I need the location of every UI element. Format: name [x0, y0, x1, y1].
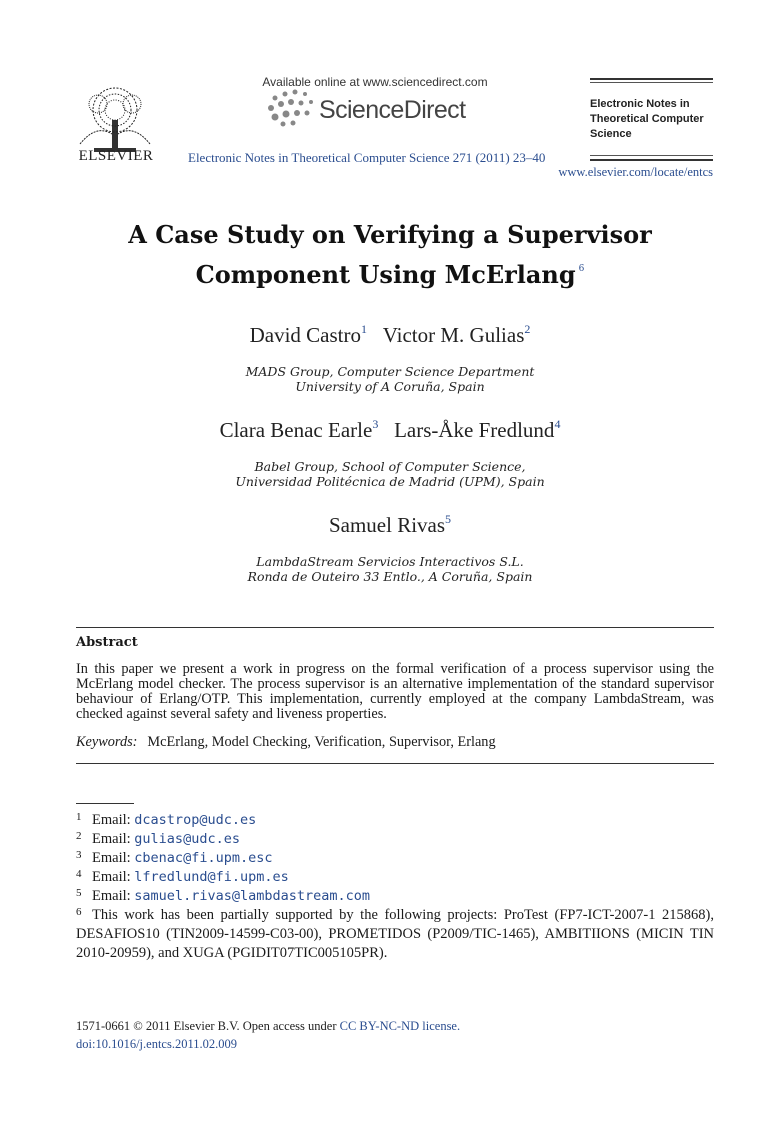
author-name: Lars-Åke Fredlund	[394, 418, 555, 442]
keywords-label: Keywords:	[76, 734, 138, 750]
author-footnote-mark[interactable]: 3	[372, 417, 379, 431]
affiliation-line: Universidad Politécnica de Madrid (UPM), Spain	[235, 474, 545, 489]
available-online-text: Available online at www.sciencedirect.com	[262, 75, 488, 89]
keywords-list: McErlang, Model Checking, Verification, Supervisor, Erlang	[147, 734, 496, 750]
affiliation-line: University of A Coruña, Spain	[295, 379, 485, 394]
footnote-number: 3	[76, 849, 82, 861]
journal-name-line: Science	[590, 128, 632, 140]
author-name: Samuel Rivas	[328, 513, 446, 537]
footnote-label: Email:	[92, 850, 131, 866]
keywords-row	[76, 734, 714, 751]
journal-box-top-rule	[590, 78, 713, 80]
author-line	[60, 512, 720, 538]
footnote-number: 4	[76, 868, 82, 880]
footnote-rule	[76, 803, 134, 804]
author-footnote-mark[interactable]: 2	[524, 322, 531, 336]
affiliation-line: Ronda de Outeiro 33 Entlo., A Coruña, Spain	[247, 569, 533, 584]
journal-box-bottom-rule	[590, 159, 713, 161]
abstract-top-rule	[76, 627, 714, 628]
footnote-label: Email:	[92, 831, 131, 847]
issn-text: 1571-0661 © 2011 Elsevier B.V. Open access under	[76, 1019, 337, 1033]
journal-name-line: Electronic Notes in	[590, 98, 690, 110]
footnote-number: 5	[76, 887, 82, 899]
author-line	[60, 417, 720, 443]
affiliation	[60, 459, 720, 489]
author-name: Victor M. Gulias	[382, 323, 525, 347]
affiliation-line: LambdaStream Servicios Interactivos S.L.	[256, 554, 524, 569]
sciencedirect-wordmark: ScienceDirect	[319, 96, 466, 124]
affiliation-line: Babel Group, School of Computer Science,	[254, 459, 526, 474]
author-name: David Castro	[249, 323, 361, 347]
affiliation	[60, 364, 720, 394]
footnote-label: Email:	[92, 888, 131, 904]
footnote-number: 6	[76, 906, 82, 918]
abstract-bottom-rule	[76, 763, 714, 764]
email-link[interactable]: samuel.rivas@lambdastream.com	[134, 888, 370, 904]
email-link[interactable]: lfredlund@fi.upm.es	[134, 869, 289, 885]
footnote-label: Email:	[92, 869, 131, 885]
issn-copyright	[76, 1019, 460, 1034]
affiliation-line: MADS Group, Computer Science Department	[245, 364, 535, 379]
email-link[interactable]: cbenac@fi.upm.esc	[134, 850, 273, 866]
license-link[interactable]: CC BY-NC-ND license.	[339, 1019, 461, 1033]
funding-text: This work has been partially supported by the following projects: ProTest (FP7-ICT-2007-1 215868), DESAFIOS10 (TIN2009-14599-C03-00), PROMETIDOS (P2009/TIC-1465), AMBITIIONS (MICIN TIN 2010-20959), and XUGA (PGIDIT07TIC005105PR).	[76, 907, 714, 961]
doi-link[interactable]: doi:10.1016/j.entcs.2011.02.009	[76, 1037, 237, 1051]
author-name: Clara Benac Earle	[219, 418, 373, 442]
author-line	[60, 322, 720, 348]
author-footnote-mark[interactable]: 4	[554, 417, 561, 431]
email-link[interactable]: dcastrop@udc.es	[134, 812, 257, 828]
title-line-1: A Case Study on Verifying a Supervisor	[128, 220, 652, 249]
journal-url-link[interactable]: www.elsevier.com/locate/entcs	[558, 165, 713, 179]
title-line-2: Component Using McErlang	[195, 260, 576, 289]
title-footnote-mark[interactable]: 6	[578, 264, 585, 274]
journal-citation[interactable]: Electronic Notes in Theoretical Computer Science 271 (2011) 23–40	[188, 150, 546, 165]
abstract-body: In this paper we present a work in progress on the formal verification of a process supervisor using the McErlang model checker. The process supervisor is an alternative implementation of the standard supervisor behaviour of Erlang/OTP. This implementation, currently employed at the company LambdaStream, was checked against several safety and liveness properties.	[76, 661, 714, 722]
publisher-name: ELSEVIER	[78, 148, 154, 164]
email-link[interactable]: gulias@udc.es	[134, 831, 240, 847]
journal-box-bottom-rule-thin	[590, 155, 713, 156]
footnote-item-funding	[76, 903, 714, 963]
abstract-heading: Abstract	[76, 635, 138, 650]
journal-name-line: Theoretical Computer	[590, 113, 704, 125]
author-footnote-mark[interactable]: 5	[445, 512, 452, 526]
footnote-label: Email:	[92, 812, 131, 828]
author-footnote-mark[interactable]: 1	[361, 322, 367, 336]
affiliation	[60, 554, 720, 584]
paper-title	[60, 218, 720, 292]
footnote-number: 2	[76, 830, 82, 842]
footnote-number: 1	[76, 811, 82, 823]
journal-box-top-rule-thin	[590, 82, 713, 83]
journal-name-box	[590, 97, 720, 142]
